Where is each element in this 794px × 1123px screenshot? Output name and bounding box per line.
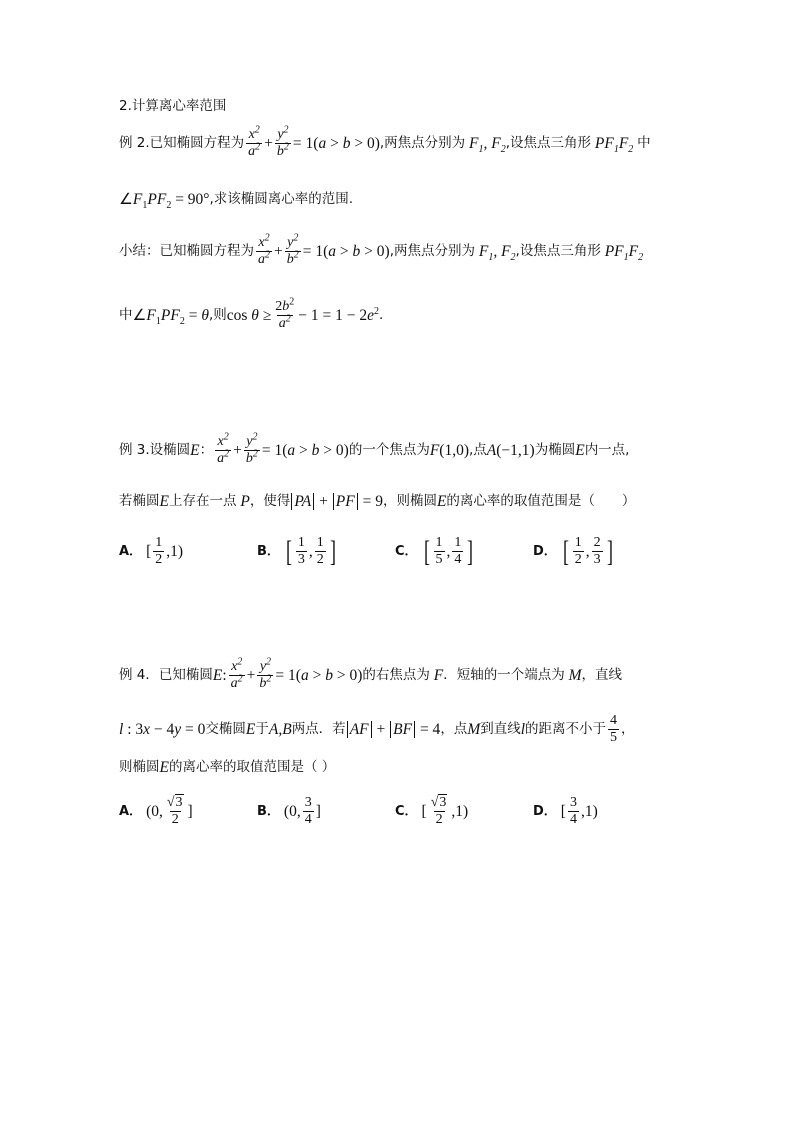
formula-angle: $\angle F_1PF_2 = 90^\circ$ [119, 191, 210, 212]
formula-condition: = 1(a > b > 0) [292, 134, 380, 152]
example-3-line-1: 例 3.设椭圆 E ： $\frac{x^2}{a^2}$ + $\frac{y^2}{b^2}$ = 1(a > b > 0) 的一个焦点为 F(1,0) ,点 A(−1,1) 为椭圆 E 内一点, [119, 431, 630, 466]
option-b[interactable]: B． [ $\frac{1}{3}$ , $\frac{1}{2}$ ] [257, 534, 336, 568]
formula-x2-a2: $\frac{x^2}{a^2}$ [248, 124, 261, 159]
section-title: 2.计算离心率范围 [119, 98, 227, 114]
summary-line-1: 小结：已知椭圆方程为 $\frac{x^2}{a^2}$ + $\frac{y^2}{b^2}$ = 1(a > b > 0) ,两焦点分别为 $F_1$, $F_2$ ,设焦点三角形 $PF_1F_2$ [119, 232, 644, 267]
example-2-line-1: 例 2.已知椭圆方程为 $\frac{x^2}{a^2}$ + $\frac{y^2}{b^2}$ = 1(a > b > 0) ,两焦点分别为 $F_1$, $F_2$ ,设焦点三角形 $PF_1F_2$ 中 [119, 124, 651, 159]
option-d[interactable]: D． [ $\frac{3}{4}$ ,1) [533, 795, 598, 827]
example-4-options [119, 796, 598, 827]
example-3-line-2: 若椭圆 E 上存在一点 P ，使得 PA + PF = 9 ，则椭圆 E 的离心率的取值范围是（ ） [119, 493, 636, 510]
option-c[interactable]: C． [ $\frac{1}{5}$ , $\frac{1}{4}$ ] [395, 534, 474, 568]
example-4-line-1: 例 4．已知椭圆 E : $\frac{x^2}{a^2}$ + $\frac{y^2}{b^2}$ = 1(a > b > 0) 的右焦点为 F ．短轴的一个端点为 M ，直线 [119, 656, 622, 691]
example-2-line-2: $\angle F_1PF_2 = 90^\circ$ ,求该椭圆离心率的范围. [119, 191, 354, 212]
summary-line-2: 中 $\angle F_1PF_2 = \theta$ ,则 cos θ ≥ $\frac{2b^2}{a^2}$ − $1 = 1 - 2e^2$ . [119, 296, 384, 331]
example-3-options [119, 536, 615, 567]
option-a[interactable]: A． (0, $\frac{√3}{2}$ ] [119, 795, 193, 827]
option-a[interactable]: A． [ $\frac{1}{2}$ ,1) [119, 535, 184, 567]
example-4-line-2: l : 3x − 4y = 0 交椭圆 E 于 A,B 两点．若 AF + BF = 4 ，点 M 到直线 l 的距离不小于 $\frac{4}{5}$ ， [119, 713, 635, 745]
option-c[interactable]: C． [ $\frac{√3}{2}$ ,1) [395, 795, 469, 827]
formula-y2-b2: $\frac{y^2}{b^2}$ [276, 124, 289, 159]
option-b[interactable]: B． (0, $\frac{3}{4}$ ] [257, 795, 321, 827]
example-4-line-3: 则椭圆 E 的离心率的取值范围是（ ） [119, 759, 336, 776]
option-d[interactable]: D． [ $\frac{1}{2}$ , $\frac{2}{3}$ ] [533, 534, 613, 568]
